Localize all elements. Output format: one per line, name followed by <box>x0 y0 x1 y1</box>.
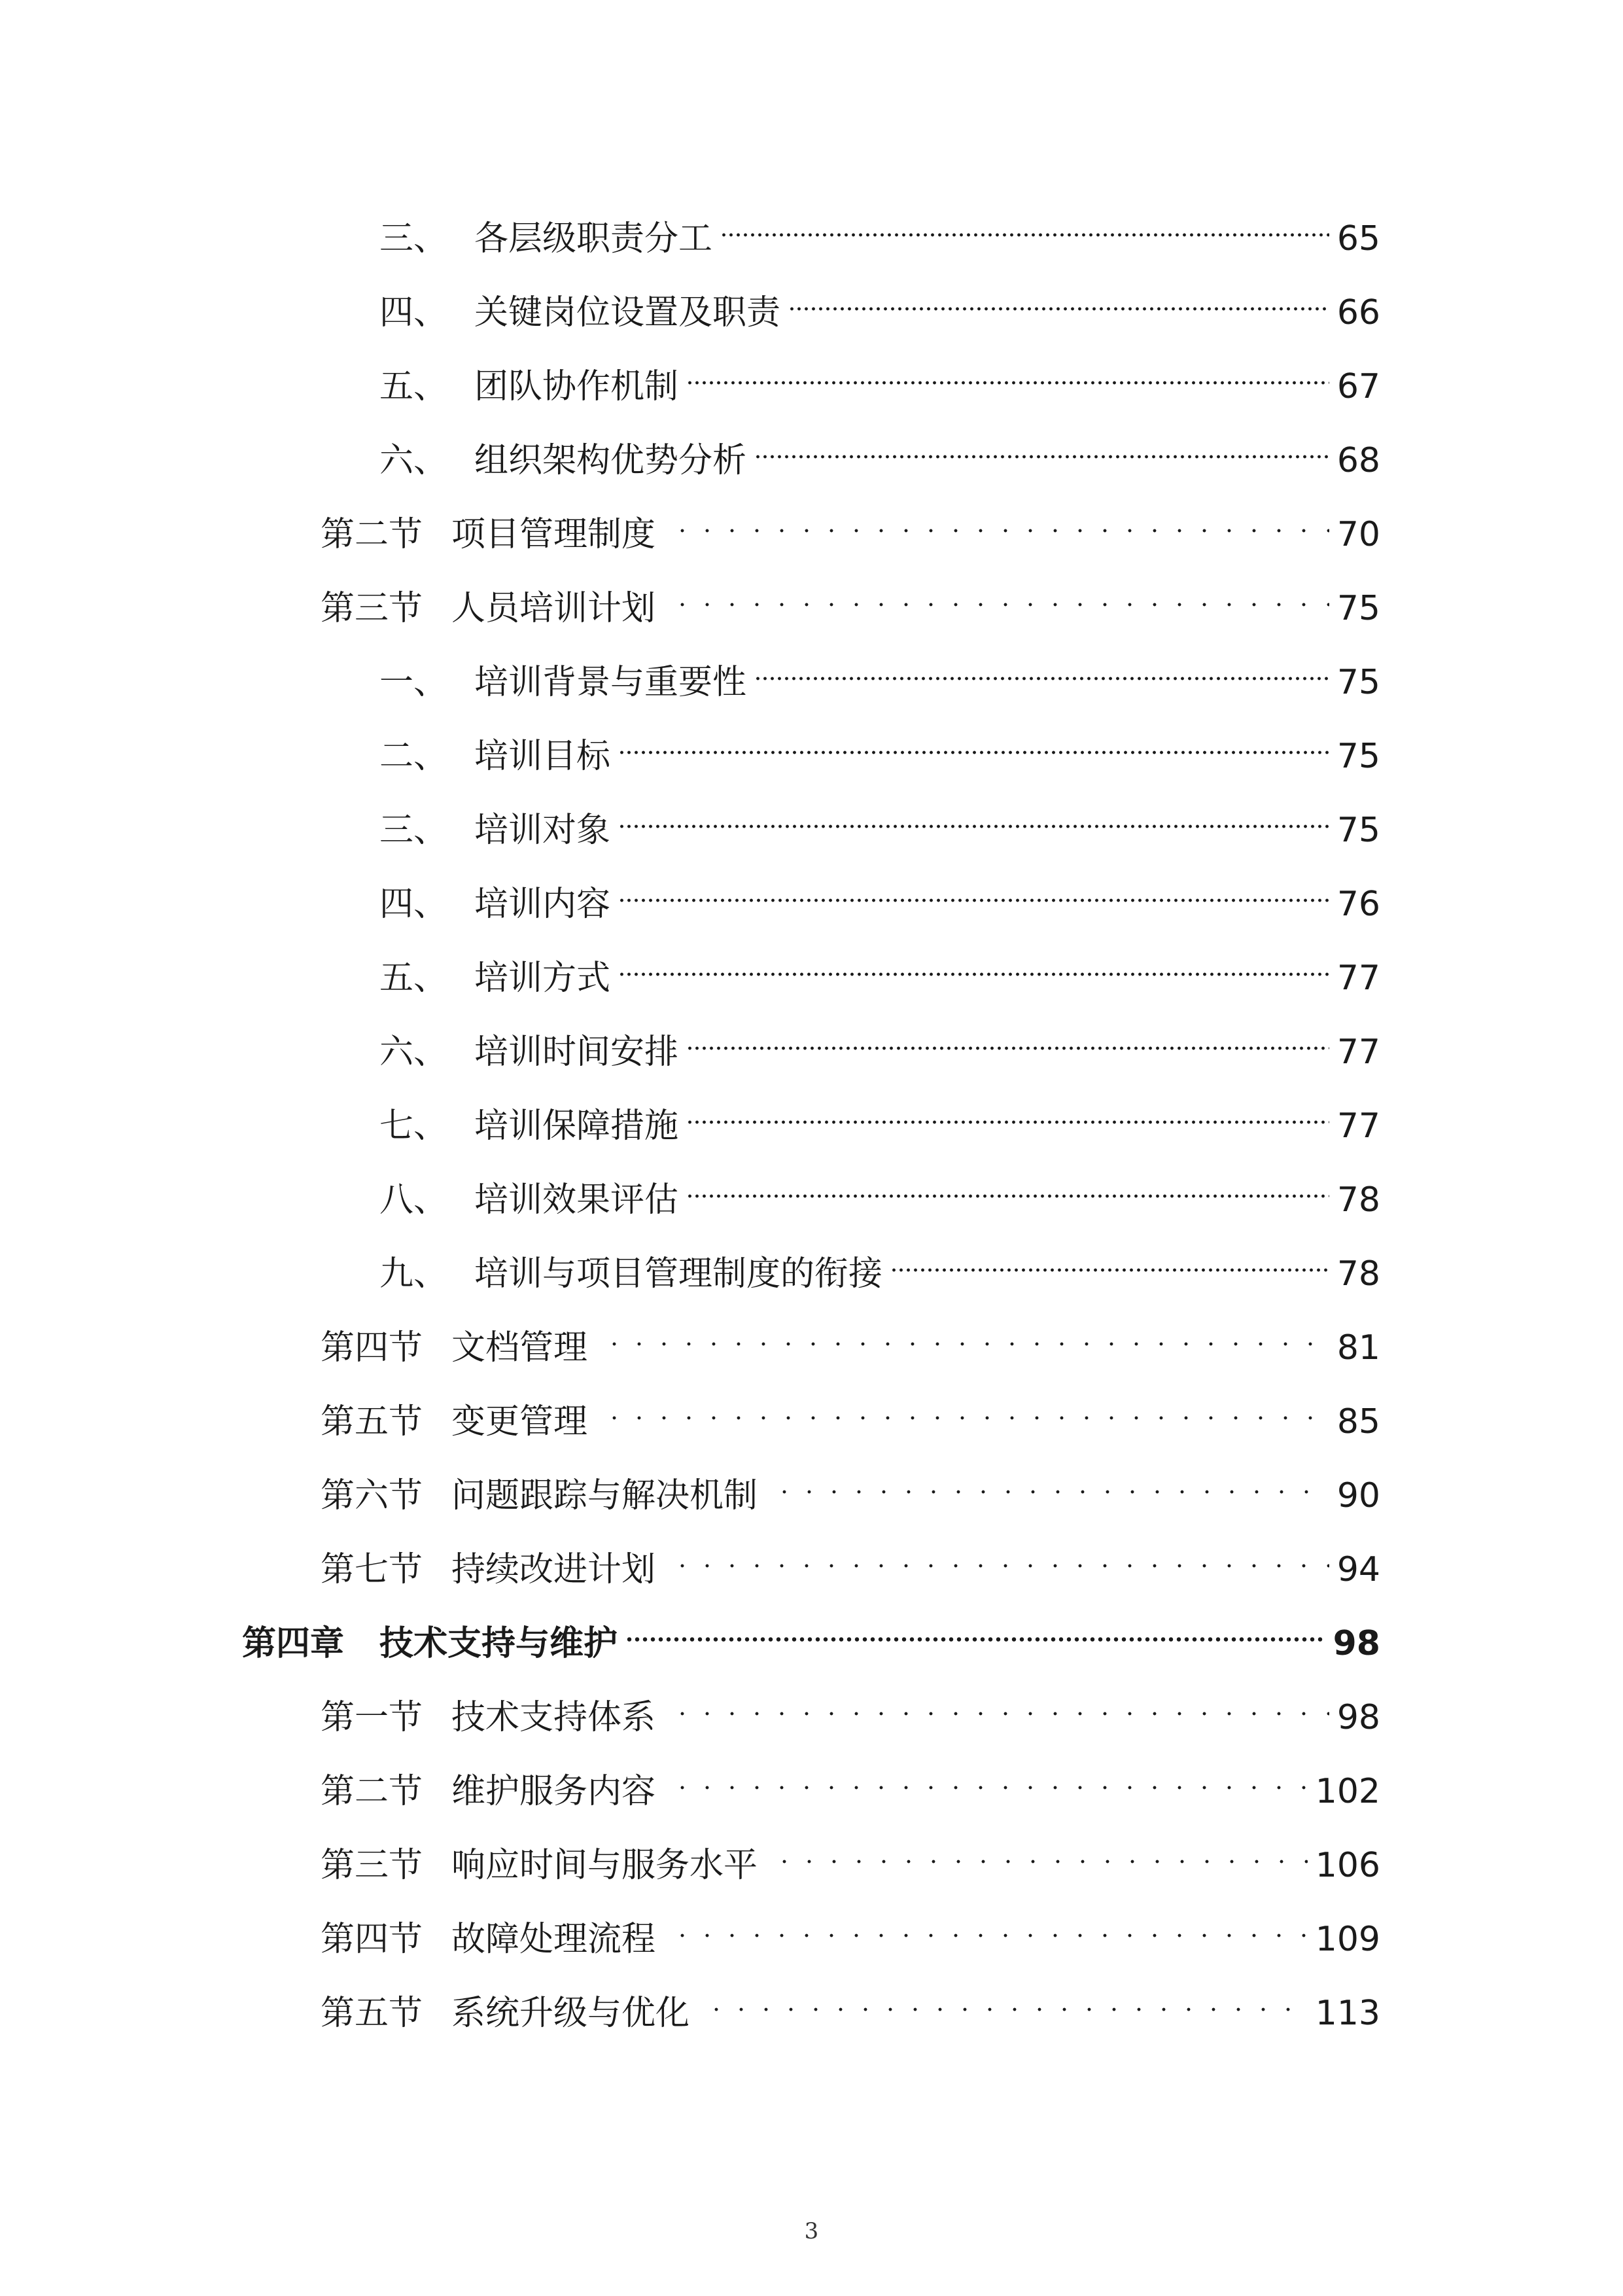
entry-title: 技术支持体系 <box>451 1698 656 1737</box>
dot-leader <box>663 1528 1329 1581</box>
entry-title: 变更管理 <box>451 1402 588 1441</box>
entry-page: 76 <box>1336 885 1380 924</box>
toc-entry[interactable] <box>321 1824 1380 1885</box>
entry-title: 培训内容 <box>474 885 611 924</box>
entry-page: 102 <box>1315 1772 1380 1811</box>
dot-leader <box>595 1307 1329 1359</box>
entry-page: 75 <box>1336 737 1380 776</box>
entry-title: 组织架构优势分析 <box>474 441 747 480</box>
dot-leader <box>686 345 1329 398</box>
entry-number: 第二节 <box>321 1772 423 1811</box>
entry-number: 六、 <box>379 1033 448 1072</box>
entry-number: 第五节 <box>321 1402 423 1441</box>
entry-number: 第三节 <box>321 1846 423 1885</box>
entry-number: 六、 <box>379 441 448 480</box>
entry-page: 77 <box>1336 959 1380 998</box>
toc-entry[interactable] <box>321 1676 1380 1737</box>
entry-page: 98 <box>1336 1698 1380 1737</box>
toc-entry[interactable] <box>379 419 1380 480</box>
entry-page: 109 <box>1315 1920 1380 1959</box>
dot-leader <box>686 1085 1329 1137</box>
entry-number: 七、 <box>379 1106 448 1146</box>
entry-page: 106 <box>1315 1846 1380 1885</box>
entry-number: 第五节 <box>321 1994 423 2033</box>
dot-leader <box>625 1602 1325 1655</box>
entry-number: 第三节 <box>321 589 423 628</box>
entry-page: 98 <box>1333 1624 1380 1663</box>
entry-number: 第六节 <box>321 1476 423 1515</box>
dot-leader <box>618 715 1329 768</box>
entry-number: 第四节 <box>321 1328 423 1368</box>
dot-leader <box>788 272 1329 324</box>
toc-entry[interactable] <box>379 345 1380 406</box>
dot-leader <box>663 1676 1329 1729</box>
toc-entry[interactable] <box>379 789 1380 850</box>
entry-page: 85 <box>1336 1402 1380 1441</box>
entry-number: 五、 <box>379 959 448 998</box>
entry-title: 维护服务内容 <box>451 1772 656 1811</box>
toc-entry[interactable] <box>321 1972 1380 2033</box>
dot-leader <box>663 493 1329 546</box>
dot-leader <box>618 863 1329 915</box>
entry-number: 第二节 <box>321 515 423 554</box>
entry-title: 关键岗位设置及职责 <box>474 293 781 332</box>
toc-entry[interactable] <box>379 641 1380 702</box>
toc-entry[interactable] <box>321 1528 1380 1589</box>
dot-leader <box>697 1972 1308 2024</box>
entry-number: 三、 <box>379 811 448 850</box>
toc-entry[interactable] <box>321 1307 1380 1368</box>
entry-title: 人员培训计划 <box>451 589 656 628</box>
dot-leader <box>765 1824 1308 1877</box>
entry-number: 八、 <box>379 1180 448 1220</box>
dot-leader <box>663 1898 1308 1951</box>
toc-entry[interactable] <box>379 198 1380 258</box>
entry-title: 培训效果评估 <box>474 1180 679 1220</box>
entry-number: 四、 <box>379 885 448 924</box>
entry-page: 78 <box>1336 1180 1380 1220</box>
entry-title: 培训时间安排 <box>474 1033 679 1072</box>
entry-number: 第四节 <box>321 1920 423 1959</box>
entry-page: 68 <box>1336 441 1380 480</box>
entry-page: 90 <box>1336 1476 1380 1515</box>
entry-page: 75 <box>1336 663 1380 702</box>
toc-entry[interactable] <box>321 1455 1380 1515</box>
entry-title: 故障处理流程 <box>451 1920 656 1959</box>
dot-leader <box>618 789 1329 841</box>
toc-entry[interactable] <box>379 937 1380 998</box>
dot-leader <box>686 1011 1329 1063</box>
entry-number: 第四章 <box>242 1624 345 1663</box>
entry-number: 第七节 <box>321 1550 423 1589</box>
entry-title: 各层级职责分工 <box>474 219 713 258</box>
toc-chapter-entry[interactable] <box>242 1602 1380 1663</box>
dot-leader <box>765 1455 1329 1507</box>
entry-title: 问题跟踪与解决机制 <box>451 1476 758 1515</box>
entry-title: 团队协作机制 <box>474 367 679 406</box>
entry-number: 四、 <box>379 293 448 332</box>
entry-title: 项目管理制度 <box>451 515 656 554</box>
entry-page: 77 <box>1336 1033 1380 1072</box>
toc-entry[interactable] <box>379 1159 1380 1220</box>
toc-entry[interactable] <box>379 272 1380 332</box>
entry-title: 培训与项目管理制度的衔接 <box>474 1254 883 1294</box>
dot-leader <box>754 641 1329 694</box>
entry-title: 系统升级与优化 <box>451 1994 690 2033</box>
toc-entry[interactable] <box>321 493 1380 554</box>
entry-page: 113 <box>1315 1994 1380 2033</box>
toc-entry[interactable] <box>379 1233 1380 1294</box>
entry-number: 二、 <box>379 737 448 776</box>
entry-page: 75 <box>1336 589 1380 628</box>
dot-leader <box>890 1233 1329 1285</box>
dot-leader <box>686 1159 1329 1211</box>
entry-title: 培训方式 <box>474 959 611 998</box>
toc-entry[interactable] <box>379 1011 1380 1072</box>
toc-entry[interactable] <box>321 567 1380 628</box>
entry-title: 技术支持与维护 <box>379 1624 618 1663</box>
toc-entry[interactable] <box>379 863 1380 924</box>
entry-page: 78 <box>1336 1254 1380 1294</box>
entry-page: 75 <box>1336 811 1380 850</box>
entry-title: 培训保障措施 <box>474 1106 679 1146</box>
entry-page: 94 <box>1336 1550 1380 1589</box>
toc-entry[interactable] <box>321 1750 1380 1811</box>
entry-title: 文档管理 <box>451 1328 588 1368</box>
dot-leader <box>663 1750 1308 1803</box>
entry-number: 九、 <box>379 1254 448 1294</box>
entry-number: 第一节 <box>321 1698 423 1737</box>
dot-leader <box>720 198 1329 250</box>
entry-title: 培训背景与重要性 <box>474 663 747 702</box>
dot-leader <box>663 567 1329 620</box>
dot-leader <box>754 419 1329 472</box>
entry-number: 三、 <box>379 219 448 258</box>
entry-page: 66 <box>1336 293 1380 332</box>
toc-entry[interactable] <box>321 1898 1380 1959</box>
entry-title: 培训对象 <box>474 811 611 850</box>
entry-page: 70 <box>1336 515 1380 554</box>
toc-entry[interactable] <box>379 1085 1380 1146</box>
entry-title: 培训目标 <box>474 737 611 776</box>
page-number: 3 <box>804 2218 819 2244</box>
entry-page: 81 <box>1336 1328 1380 1368</box>
entry-page: 77 <box>1336 1106 1380 1146</box>
entry-title: 持续改进计划 <box>451 1550 656 1589</box>
entry-title: 响应时间与服务水平 <box>451 1846 758 1885</box>
toc-entry[interactable] <box>379 715 1380 776</box>
dot-leader <box>595 1381 1329 1433</box>
toc-entry[interactable] <box>321 1381 1380 1441</box>
dot-leader <box>618 937 1329 989</box>
entry-page: 65 <box>1336 219 1380 258</box>
entry-number: 一、 <box>379 663 448 702</box>
entry-number: 五、 <box>379 367 448 406</box>
entry-page: 67 <box>1336 367 1380 406</box>
